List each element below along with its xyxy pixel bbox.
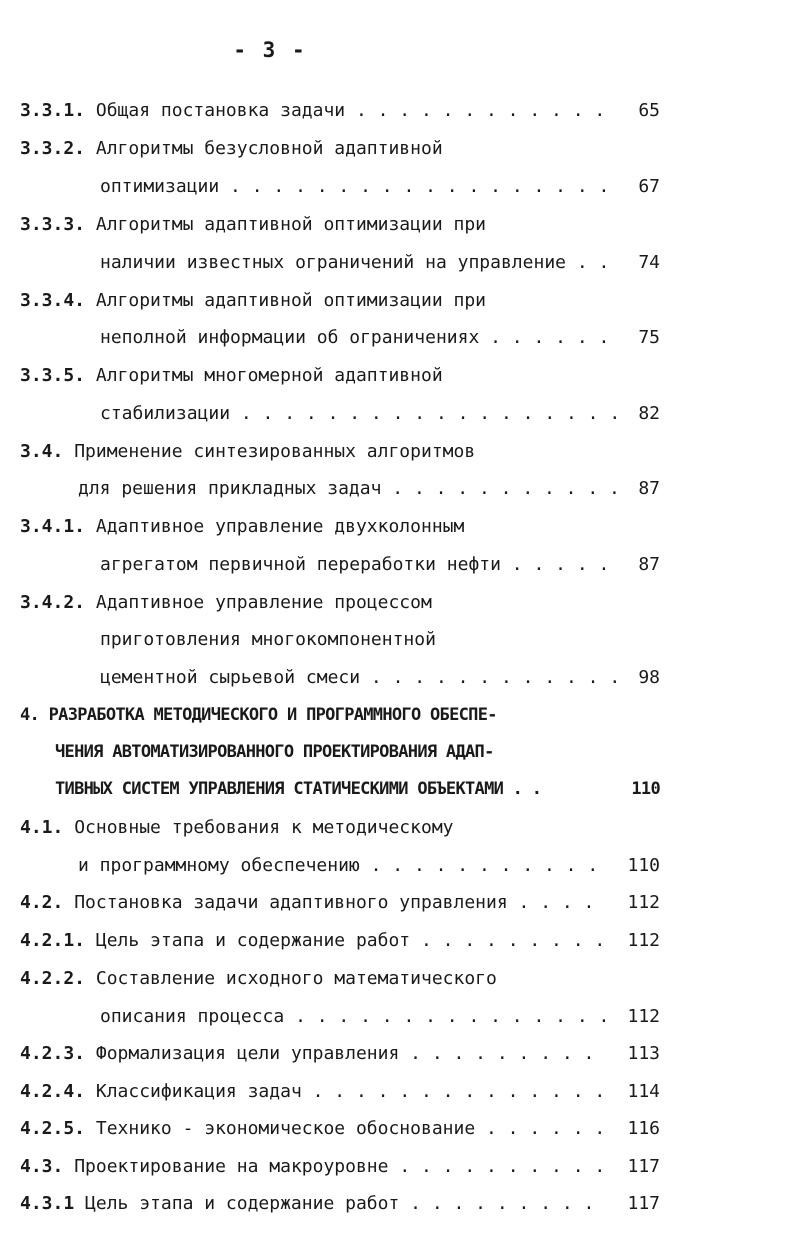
toc-entry [20, 815, 454, 841]
toc-entry-continuation [55, 739, 494, 765]
toc-entry-title: цементной сырьевой смеси [100, 667, 361, 688]
toc-page-number: 112 [623, 928, 660, 954]
toc-leader-dots: . . . . . . . . . . . [359, 855, 610, 876]
toc-leader-dots: . . . . . . . . . . . . . . [301, 1081, 617, 1102]
toc-entry-number: 3.3.4. [20, 290, 86, 311]
toc-entry-number: 4.2.2. [20, 968, 86, 989]
toc-page-number: 116 [623, 1116, 660, 1142]
toc-entry-title: оптимизации [100, 176, 220, 197]
toc-entry [20, 966, 497, 992]
toc-entry-title: Составление исходного математического [95, 968, 497, 989]
toc-leader-dots: . . . . . . . . . . . . [360, 667, 632, 688]
toc-entry-number: 3.4.2. [20, 592, 86, 613]
toc-entry-number: 3.4. [20, 441, 64, 462]
toc-entry-number: 4.3. [20, 1156, 64, 1177]
toc-page-number: 114 [623, 1079, 660, 1105]
toc-entry-title: стабилизации [100, 403, 231, 424]
toc-entry-continuation [100, 552, 660, 578]
toc-entry-number: 4.2.4. [20, 1081, 86, 1102]
toc-entry-title: РАЗРАБОТКА МЕТОДИЧЕСКОГО И ПРОГРАММНОГО ОБЕСПЕ- [48, 705, 497, 725]
toc-entry-title: Алгоритмы безусловной адаптивной [95, 138, 443, 159]
toc-entry [20, 1041, 660, 1067]
toc-entry-title: для решения прикладных задач [78, 478, 382, 499]
toc-entry [20, 136, 443, 162]
toc-page-number: 67 [634, 174, 660, 200]
toc-page-number: 82 [634, 401, 660, 427]
toc-entry-number: 3.3.3. [20, 214, 86, 235]
toc-leader-dots: . . . . . . . . . . . . . . . . . . [219, 176, 621, 197]
toc-entry-number: 3.4.1. [20, 516, 86, 537]
toc-entry-title: Алгоритмы адаптивной оптимизации при [95, 290, 487, 311]
toc-leader-dots: . . . . . . . . . . . [381, 478, 631, 499]
toc-leader-dots: . . . . [507, 892, 606, 913]
toc-leader-dots: . . . . . . [475, 1118, 617, 1139]
toc-entry-title: Основные требования к методическому [74, 817, 454, 838]
toc-page-number: 117 [623, 1154, 660, 1180]
toc-entry-title: неполной информации об ограничениях [100, 327, 480, 348]
toc-entry-number: 4.1. [20, 817, 64, 838]
toc-entry-title: и программному обеспечению [78, 855, 360, 876]
toc-leader-dots: . . . . . . . . . [410, 930, 617, 951]
toc-entry [20, 1154, 660, 1180]
toc-entry-number: 4.2. [20, 892, 64, 913]
toc-entry-number: 3.3.5. [20, 365, 86, 386]
toc-page-number: 74 [634, 250, 660, 276]
toc-entry [20, 702, 497, 728]
toc-entry-number: 4. [20, 705, 40, 725]
toc-page-number: 112 [623, 890, 660, 916]
toc-entry-title: Общая постановка задачи [95, 100, 346, 121]
toc-entry-title: Проектирование на макроуровне [74, 1156, 389, 1177]
toc-entry-continuation [100, 665, 660, 691]
toc-entry [20, 439, 475, 465]
toc-entry-title: Цель этапа и содержание работ [95, 930, 411, 951]
toc-entry-title: ТИВНЫХ СИСТЕМ УПРАВЛЕНИЯ СТАТИЧЕСКИМИ ОБЪЕКТАМИ [55, 779, 504, 799]
toc-entry-continuation [78, 853, 660, 879]
toc-entry-continuation [78, 476, 660, 502]
toc-leader-dots: . . [503, 779, 551, 799]
toc-page-number: 87 [634, 552, 660, 578]
toc-leader-dots: . . . . . . . . . . . . [345, 100, 617, 121]
toc-entry-title: Алгоритмы многомерной адаптивной [95, 365, 443, 386]
toc-entry-number: 4.2.1. [20, 930, 86, 951]
toc-entry-title: описания процесса [100, 1006, 285, 1027]
toc-entry [20, 98, 660, 124]
toc-leader-dots: . . . . . . . . . [399, 1043, 606, 1064]
toc-entry-title: агрегатом первичной переработки нефти [100, 554, 501, 575]
toc-leader-dots: . . . . . . . . . . . . . . . . . . [230, 403, 632, 424]
toc-entry-title: Адаптивное управление процессом [95, 592, 432, 613]
toc-entry-title: приготовления многокомпонентной [100, 629, 436, 650]
toc-entry-title: Классификация задач [95, 1081, 302, 1102]
toc-page-number: 75 [634, 325, 660, 351]
toc-page-number: 113 [623, 1041, 660, 1067]
toc-entry-continuation [100, 250, 660, 276]
toc-entry-continuation [100, 1004, 660, 1030]
toc-entry [20, 1079, 660, 1105]
toc-entry-continuation [100, 325, 660, 351]
toc-entry-continuation [100, 174, 660, 200]
toc-page-number: 110 [623, 853, 660, 879]
toc-entry-continuation [100, 627, 436, 653]
toc-entry-title: Адаптивное управление двухколонным [95, 516, 465, 537]
toc-entry-number: 4.3.1 [20, 1193, 75, 1214]
toc-entry-title: наличии известных ограничений на управление [100, 252, 566, 273]
toc-page-number: 112 [623, 1004, 660, 1030]
toc-page-number: 65 [634, 98, 660, 124]
toc-entry-number: 4.2.3. [20, 1043, 86, 1064]
toc-entry-number: 3.3.1. [20, 100, 86, 121]
toc-entry-title: Формализация цели управления [95, 1043, 400, 1064]
toc-entry-number: 4.2.5. [20, 1118, 86, 1139]
toc-entry-number: 3.3.2. [20, 138, 86, 159]
toc-leader-dots: . . . . . [500, 554, 621, 575]
toc-entry-title: Применение синтезированных алгоритмов [74, 441, 476, 462]
page-number: - 3 - [233, 38, 307, 62]
toc-leader-dots: . . . . . . . . . [399, 1193, 606, 1214]
toc-leader-dots: . . . . . . . . . . . . . . . [284, 1006, 621, 1027]
toc-leader-dots: . . . . . . [479, 327, 621, 348]
toc-entry-continuation [100, 401, 660, 427]
toc-entry [20, 1116, 660, 1142]
toc-page-number: 110 [627, 776, 660, 802]
toc-entry [20, 212, 486, 238]
toc-entry-title: Алгоритмы адаптивной оптимизации при [95, 214, 487, 235]
toc-page-number: 98 [634, 665, 660, 691]
toc-page-number: 87 [634, 476, 660, 502]
toc-leader-dots: . . [566, 252, 621, 273]
toc-entry [20, 590, 432, 616]
toc-entry [20, 514, 464, 540]
toc-entry [20, 928, 660, 954]
toc-entry [20, 288, 486, 314]
toc-leader-dots: . . . . . . . . . . [388, 1156, 617, 1177]
toc-entry-title: Технико - экономическое обоснование [95, 1118, 476, 1139]
toc-entry-title: ЧЕНИЯ АВТОМАТИЗИРОВАННОГО ПРОЕКТИРОВАНИЯ АДАП- [55, 742, 494, 762]
toc-page-number: 117 [623, 1191, 660, 1217]
toc-entry-title: Цель этапа и содержание работ [85, 1193, 400, 1214]
toc-entry [20, 363, 443, 389]
toc-entry [20, 1191, 660, 1217]
toc-entry-title: Постановка задачи адаптивного управления [74, 892, 508, 913]
toc-entry-continuation [55, 776, 660, 802]
toc-entry [20, 890, 660, 916]
